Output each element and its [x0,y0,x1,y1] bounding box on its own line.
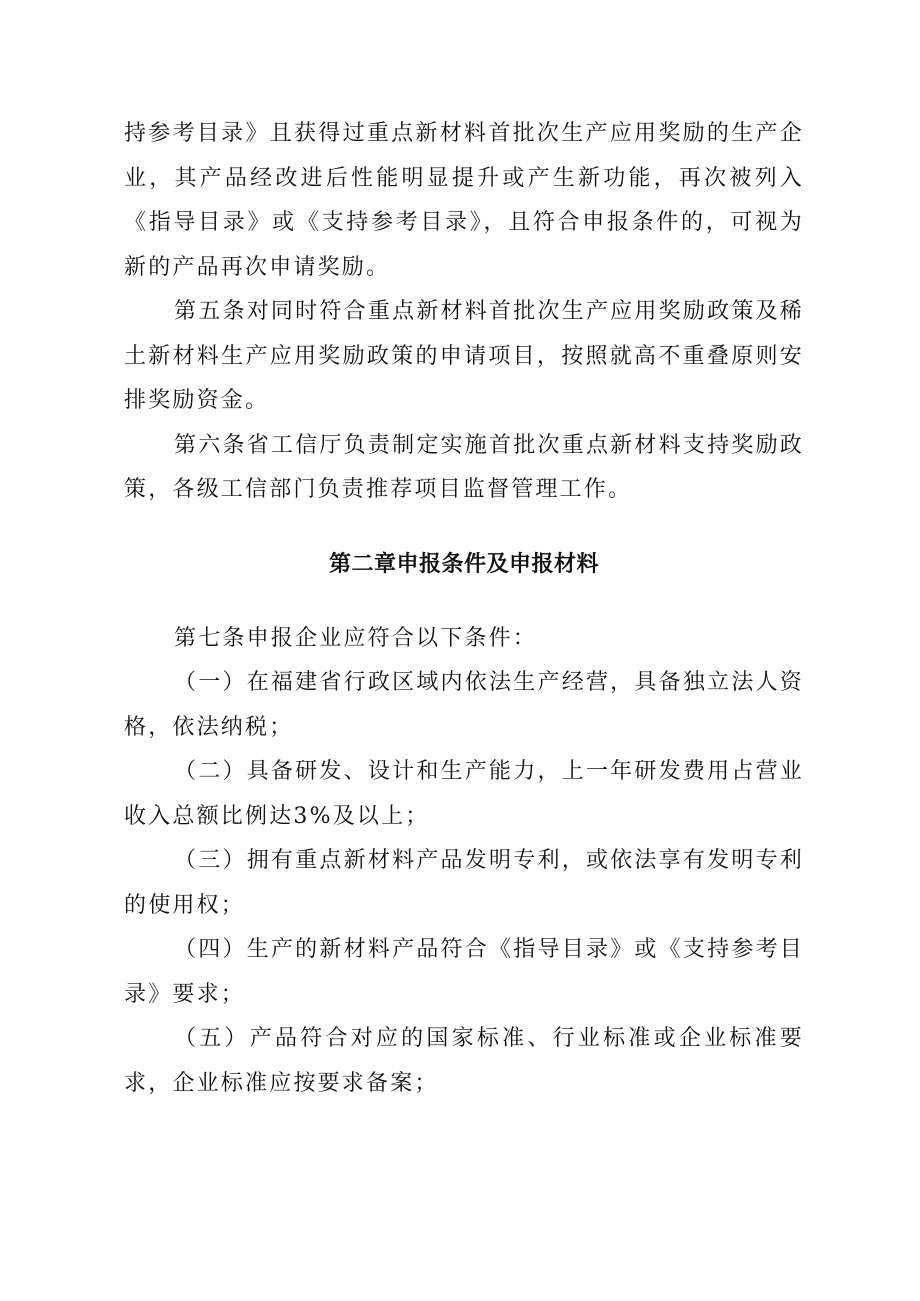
chapter-heading: 第二章申报条件及申报材料 [328,551,599,577]
document-body [124,112,804,1106]
article-7: 第七条申报企业应符合以下条件： [174,625,538,651]
article-6: 第六条省工信厅负责制定实施首批次重点新材料支持奖励政策，各级工信部门负责推荐项目监督管理工作。 [124,432,804,502]
condition-1: （一）在福建省行政区域内依法生产经营，具备独立法人资格，依法纳税； [124,670,804,740]
article-5: 第五条对同时符合重点新材料首批次生产应用奖励政策及稀土新材料生产应用奖励政策的申请项目，按照就高不重叠原则安排奖励资金。 [124,299,804,413]
condition-4: （四）生产的新材料产品符合《指导目录》或《支持参考目录》要求； [124,937,804,1007]
paragraph-continuation: 持参考目录》且获得过重点新材料首批次生产应用奖励的生产企业，其产品经改进后性能明显提升或产生新功能，再次被列入《指导目录》或《支持参考目录》，且符合申报条件的，可视为新的产品再次申请奖励。 [124,121,804,280]
condition-2: （二）具备研发、设计和生产能力，上一年研发费用占营业收入总额比例达3%及以上； [124,759,804,829]
condition-5: （五）产品符合对应的国家标准、行业标准或企业标准要求，企业标准应按要求备案； [124,1026,804,1096]
condition-3: （三）拥有重点新材料产品发明专利，或依法享有发明专利的使用权； [124,848,804,918]
